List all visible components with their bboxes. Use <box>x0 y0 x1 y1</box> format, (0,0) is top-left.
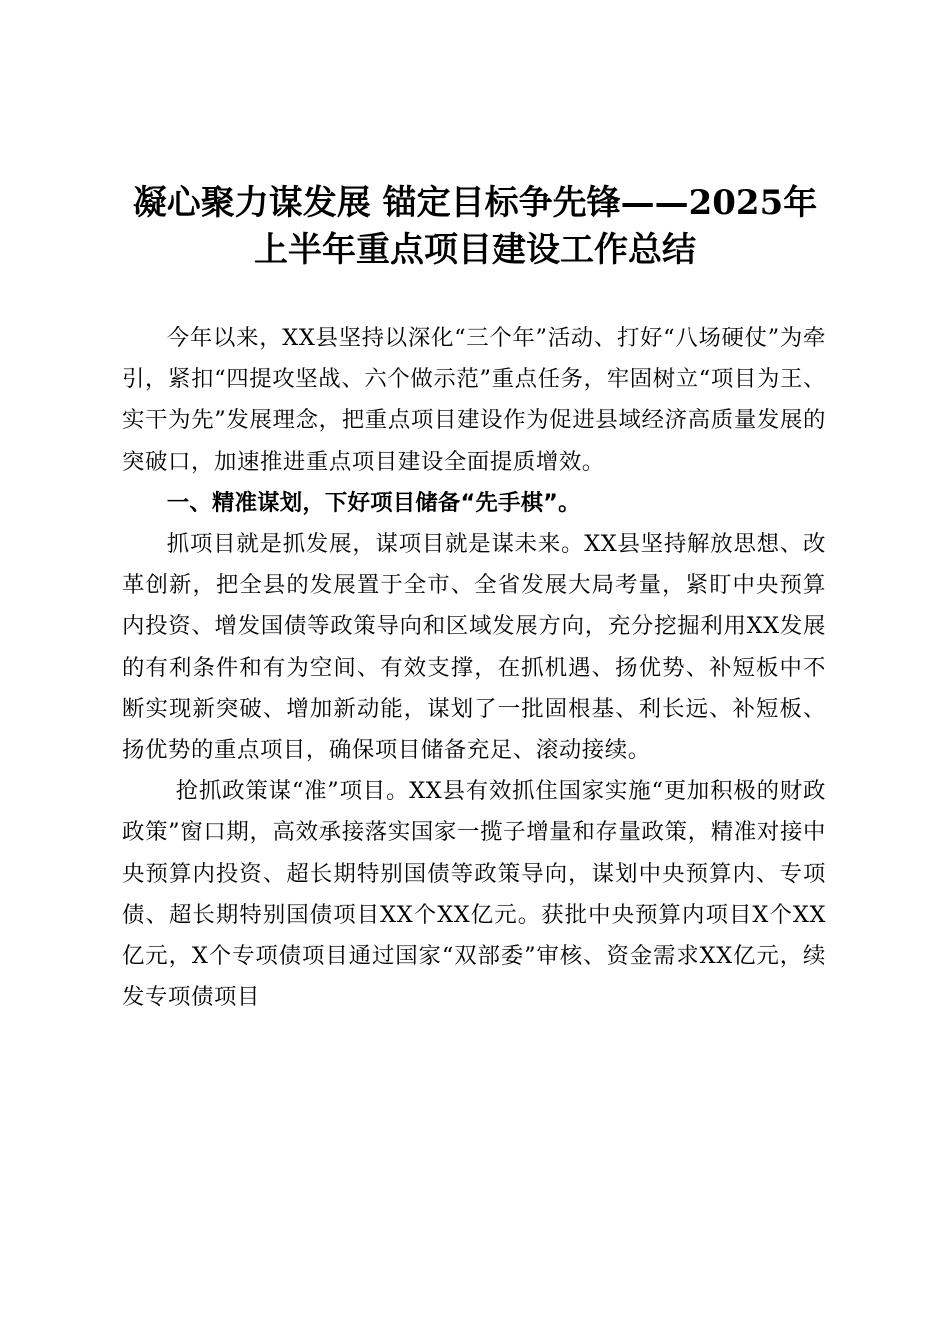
document-body <box>122 318 826 1018</box>
section-heading-1: 一、精准谋划，下好项目储备“先手棋”。 <box>166 489 581 516</box>
section-1-paragraph-2: 抢抓政策谋“准”项目。XX县有效抓住国家实施“更加积极的财政政策”窗口期，高效承接落实国家一揽子增量和存量政策，精准对接中央预算内投资、超长期特别国债等政策导向，谋划中央预算内、专项债、超长期特别国债项目XX个XX亿元。获批中央预算内项目X个XX亿元，X个专项债项目通过国家“双部委”审核、资金需求XX亿元，续发专项债项目 <box>122 778 826 1011</box>
document-title <box>110 180 840 274</box>
intro-paragraph: 今年以来，XX县坚持以深化“三个年”活动、打好“八场硬仗”为牵引，紧扣“四提攻坚战、六个做示范”重点任务，牢固树立“项目为王、实干为先”发展理念，把重点项目建设作为促进县域经济高质量发展的突破口，加速推进重点项目建设全面提质增效。 <box>122 325 826 475</box>
title-line-1: 凝心聚力谋发展 锚定目标争先锋——2025年 <box>132 183 818 223</box>
section-1-paragraph-1: 抓项目就是抓发展，谋项目就是谋未来。XX县坚持解放思想、改革创新，把全县的发展置于全市、全省发展大局考量，紧盯中央预算内投资、增发国债等政策导向和区域发展方向，充分挖掘利用XX发展的有利条件和有为空间、有效支撑，在抓机遇、扬优势、补短板中不断实现新突破、增加新动能，谋划了一批固根基、利长远、补短板、扬优势的重点项目，确保项目储备充足、滚动接续。 <box>122 531 826 764</box>
title-line-2: 上半年重点项目建设工作总结 <box>254 230 696 270</box>
